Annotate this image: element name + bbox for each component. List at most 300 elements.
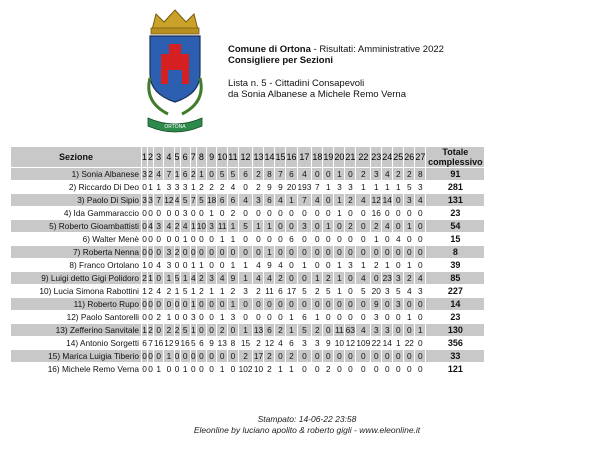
votes-cell: 0 (164, 363, 173, 375)
votes-cell: 2 (404, 168, 414, 180)
votes-cell: 0 (197, 350, 206, 362)
votes-cell: 0 (404, 298, 414, 310)
votes-cell: 4 (253, 259, 263, 271)
table-row (11, 350, 484, 362)
votes-cell: 0 (142, 221, 147, 231)
votes-cell: 0 (142, 299, 147, 309)
votes-cell: 0 (356, 220, 370, 232)
votes-cell: 0 (371, 272, 381, 284)
votes-cell: 0 (382, 363, 392, 375)
votes-cell: 3 (382, 285, 392, 297)
votes-cell: 1 (312, 311, 322, 323)
votes-cell: 5 (217, 168, 227, 180)
votes-cell: 1 (298, 259, 312, 271)
votes-cell: 0 (323, 194, 333, 206)
column-header-section: 24 (382, 147, 392, 167)
votes-cell: 9 (174, 338, 180, 348)
votes-cell: 0 (345, 233, 355, 245)
votes-cell: 0 (415, 220, 425, 232)
votes-cell: 17 (286, 286, 297, 296)
votes-cell: 0 (190, 364, 196, 374)
votes-cell: 0 (190, 234, 196, 244)
votes-cell: 0 (393, 311, 403, 323)
votes-cell: 0 (207, 246, 216, 258)
votes-cell: 6 (286, 233, 296, 245)
election-name: Amministrative 2022 (357, 44, 444, 55)
total-votes-cell: 130 (426, 324, 484, 336)
votes-cell: 1 (174, 169, 180, 179)
votes-cell: 0 (148, 364, 153, 374)
votes-cell: 0 (207, 311, 216, 323)
votes-cell: 0 (415, 207, 425, 219)
table-row (11, 220, 484, 232)
votes-cell: 0 (154, 246, 163, 258)
votes-cell: 3 (298, 337, 312, 349)
votes-cell: 2 (253, 337, 263, 349)
votes-cell: 0 (142, 182, 147, 192)
votes-cell: 0 (239, 246, 253, 258)
votes-cell: 0 (181, 311, 190, 323)
votes-cell: 0 (286, 272, 296, 284)
total-votes-cell: 15 (426, 233, 484, 245)
column-header-section: 5 (175, 147, 180, 167)
column-header-section: 26 (404, 147, 414, 167)
votes-cell: 2 (148, 169, 153, 179)
votes-cell: 5 (174, 273, 180, 283)
candidate-name: 15) Marica Luigia Tiberio (11, 350, 141, 362)
total-votes-cell: 33 (426, 350, 484, 362)
votes-cell: 0 (253, 233, 263, 245)
votes-cell: 2 (217, 181, 227, 193)
votes-cell: 2 (154, 311, 163, 323)
total-votes-cell: 8 (426, 246, 484, 258)
table-row (11, 298, 484, 310)
votes-cell: 0 (181, 246, 190, 258)
votes-cell: 2 (164, 285, 173, 297)
votes-cell: 0 (323, 350, 333, 362)
votes-cell: 1 (393, 181, 403, 193)
candidate-name: 14) Antonio Sorgetti (11, 337, 141, 349)
votes-cell: 1 (142, 325, 147, 335)
votes-cell: 4 (275, 337, 285, 349)
votes-cell: 4 (253, 272, 263, 284)
votes-cell: 0 (217, 298, 227, 310)
votes-cell: 0 (382, 233, 392, 245)
candidate-name: 7) Roberta Nenna (11, 246, 141, 258)
credits-line: Eleonline by luciano apolito & roberto gigli - www.eleonline.it (193, 425, 421, 435)
votes-cell: 0 (334, 298, 344, 310)
votes-cell: 0 (148, 312, 153, 322)
votes-cell: 1 (371, 233, 381, 245)
votes-cell: 12 (371, 195, 381, 205)
votes-cell: 4 (154, 168, 163, 180)
votes-cell: 0 (415, 233, 425, 245)
column-header-section: 22 (356, 147, 370, 167)
votes-cell: 0 (264, 207, 274, 219)
votes-cell: 20 (371, 286, 381, 296)
votes-cell: 1 (404, 259, 414, 271)
total-votes-cell: 14 (426, 298, 484, 310)
votes-cell: 5 (393, 285, 403, 297)
votes-cell: 1 (356, 181, 370, 193)
votes-cell: 0 (298, 246, 312, 258)
votes-cell: 4 (181, 220, 190, 232)
votes-cell: 0 (382, 207, 392, 219)
votes-cell: 1 (190, 325, 196, 335)
votes-cell: 0 (239, 181, 253, 193)
votes-cell: 0 (393, 363, 403, 375)
stamp-date: 14-06-22 23:58 (298, 414, 357, 424)
column-header-section: 6 (181, 147, 190, 167)
votes-cell: 0 (197, 324, 206, 336)
votes-cell: 7 (298, 194, 312, 206)
votes-cell: 0 (174, 208, 180, 218)
votes-cell: 2 (264, 350, 274, 362)
votes-cell: 0 (148, 260, 153, 270)
votes-cell: 7 (275, 168, 285, 180)
results-table (10, 146, 485, 376)
votes-cell: 2 (197, 285, 206, 297)
votes-cell: 0 (382, 298, 392, 310)
votes-cell: 1 (239, 324, 253, 336)
votes-cell: 0 (228, 246, 237, 258)
column-header-section: 25 (393, 147, 403, 167)
votes-cell: 16 (154, 338, 164, 348)
votes-cell: 1 (334, 285, 344, 297)
votes-cell: 0 (253, 311, 263, 323)
votes-cell: 0 (345, 168, 355, 180)
votes-cell: 0 (356, 311, 370, 323)
votes-cell: 0 (142, 312, 147, 322)
votes-cell: 3 (228, 311, 237, 323)
votes-cell: 2 (253, 168, 263, 180)
votes-cell: 0 (217, 207, 227, 219)
municipality-name: Comune di Ortona (228, 44, 311, 55)
votes-cell: 2 (371, 220, 381, 232)
column-header-section: 2 (148, 147, 153, 167)
votes-cell: 1 (286, 324, 296, 336)
votes-cell: 4 (164, 220, 173, 232)
votes-cell: 3 (181, 207, 190, 219)
votes-cell: 0 (323, 311, 333, 323)
votes-cell: 2 (323, 363, 333, 375)
votes-cell: 1 (142, 260, 147, 270)
votes-cell: 0 (393, 220, 403, 232)
votes-cell: 1 (286, 363, 296, 375)
votes-cell: 3 (190, 312, 196, 322)
votes-cell: 6 (239, 168, 253, 180)
votes-cell: 0 (334, 311, 344, 323)
table-row (11, 207, 484, 219)
votes-cell: 0 (154, 350, 163, 362)
votes-cell: 1 (382, 259, 392, 271)
total-header-line: complessivo (428, 157, 483, 167)
column-header-section: 13 (253, 147, 263, 167)
votes-cell: 0 (253, 298, 263, 310)
votes-cell: 0 (334, 220, 344, 232)
votes-cell: 3 (253, 194, 263, 206)
votes-cell: 22 (404, 338, 414, 348)
votes-cell: 1 (181, 272, 190, 284)
results-separator: - Risultati: (310, 44, 358, 55)
votes-cell: 0 (323, 259, 333, 271)
votes-cell: 3 (164, 259, 173, 271)
column-header-section: 8 (197, 147, 206, 167)
votes-cell: 9 (371, 298, 381, 310)
votes-cell: 0 (345, 298, 355, 310)
votes-cell: 0 (371, 363, 381, 375)
votes-cell: 6 (197, 337, 206, 349)
column-header-section: 9 (207, 147, 216, 167)
votes-cell: 6 (286, 168, 296, 180)
votes-cell: 4 (298, 168, 312, 180)
votes-cell: 0 (286, 298, 296, 310)
votes-cell: 9 (207, 337, 216, 349)
votes-cell: 0 (312, 350, 322, 362)
table-row (11, 363, 484, 375)
votes-cell: 0 (323, 168, 333, 180)
votes-cell: 3 (312, 337, 322, 349)
votes-cell: 13 (253, 325, 264, 335)
votes-cell: 193 (297, 182, 312, 192)
column-header-section: 1 (142, 147, 147, 167)
votes-cell: 0 (312, 363, 322, 375)
votes-cell: 2 (253, 181, 263, 193)
votes-cell: 4 (217, 272, 227, 284)
votes-cell: 18 (207, 195, 217, 205)
votes-cell: 2 (253, 285, 263, 297)
votes-cell: 0 (148, 234, 153, 244)
votes-cell: 1 (382, 181, 392, 193)
votes-cell: 2 (345, 194, 355, 206)
title-line (228, 44, 444, 55)
votes-cell: 2 (148, 325, 153, 335)
votes-cell: 0 (312, 207, 322, 219)
votes-cell: 1 (190, 260, 196, 270)
votes-cell: 10 (196, 221, 206, 231)
candidate-name: 11) Roberto Rupo (11, 298, 141, 310)
votes-cell: 1 (217, 363, 227, 375)
votes-cell: 3 (415, 181, 425, 193)
votes-cell: 0 (345, 246, 355, 258)
total-votes-cell: 121 (426, 363, 484, 375)
votes-cell: 0 (312, 259, 322, 271)
votes-cell: 0 (217, 259, 227, 271)
votes-cell: 0 (323, 207, 333, 219)
votes-cell: 1 (207, 207, 216, 219)
votes-cell: 4 (356, 324, 370, 336)
votes-cell: 1 (415, 324, 425, 336)
votes-cell: 0 (228, 350, 237, 362)
votes-cell: 4 (404, 285, 414, 297)
votes-cell: 5 (181, 324, 190, 336)
votes-cell: 6 (181, 168, 190, 180)
table-row (11, 194, 484, 206)
votes-cell: 0 (298, 350, 312, 362)
votes-cell: 0 (275, 233, 285, 245)
votes-cell: 3 (404, 194, 414, 206)
page-subtitle: Consigliere per Sezioni (228, 55, 334, 66)
votes-cell: 0 (393, 259, 403, 271)
votes-cell: 0 (142, 234, 147, 244)
column-header-section: 19 (323, 147, 333, 167)
votes-cell: 0 (415, 350, 425, 362)
votes-cell: 0 (404, 233, 414, 245)
votes-cell: 7 (312, 181, 322, 193)
votes-cell: 0 (323, 298, 333, 310)
votes-cell: 0 (264, 298, 274, 310)
votes-cell: 12 (345, 338, 356, 348)
votes-cell: 0 (404, 350, 414, 362)
votes-cell: 6 (275, 285, 285, 297)
votes-cell: 0 (142, 364, 147, 374)
votes-cell: 6 (228, 194, 237, 206)
votes-cell: 0 (228, 363, 237, 375)
votes-cell: 0 (298, 233, 312, 245)
votes-cell: 9 (323, 337, 333, 349)
column-header-total (426, 147, 484, 167)
votes-cell: 0 (154, 324, 163, 336)
votes-cell: 2 (356, 168, 370, 180)
votes-cell: 14 (382, 338, 392, 348)
votes-cell: 2 (174, 221, 180, 231)
votes-cell: 3 (174, 182, 180, 192)
votes-cell: 1 (393, 337, 403, 349)
votes-cell: 2 (239, 350, 253, 362)
total-votes-cell: 85 (426, 272, 484, 284)
votes-cell: 2 (148, 286, 153, 296)
votes-cell: 7 (164, 168, 173, 180)
votes-cell: 0 (253, 207, 263, 219)
votes-cell: 1 (174, 286, 180, 296)
votes-cell: 0 (334, 233, 344, 245)
votes-cell: 0 (207, 324, 216, 336)
column-header-section: 14 (264, 147, 274, 167)
votes-cell: 1 (181, 363, 190, 375)
candidate-name: 13) Zefferino Sanvitale (11, 324, 141, 336)
votes-cell: 0 (174, 234, 180, 244)
votes-cell: 1 (404, 220, 414, 232)
votes-cell: 2 (275, 324, 285, 336)
votes-cell: 2 (371, 259, 381, 271)
votes-cell: 20 (286, 182, 297, 192)
votes-cell: 0 (286, 207, 296, 219)
votes-cell: 0 (197, 363, 206, 375)
votes-cell: 7 (154, 194, 163, 206)
votes-cell: 3 (239, 285, 253, 297)
votes-cell: 3 (382, 324, 392, 336)
votes-cell: 0 (181, 259, 190, 271)
votes-cell: 2 (264, 363, 274, 375)
table-row (11, 311, 484, 323)
votes-cell: 1 (253, 220, 263, 232)
ortona-coat-of-arms (138, 8, 212, 138)
votes-cell: 1 (228, 259, 237, 271)
votes-cell: 0 (197, 311, 206, 323)
votes-cell: 0 (148, 208, 153, 218)
table-row (11, 168, 484, 180)
votes-cell: 1 (190, 182, 196, 192)
votes-cell: 0 (356, 246, 370, 258)
votes-cell: 0 (356, 350, 370, 362)
votes-cell: 2 (217, 324, 227, 336)
votes-cell: 0 (312, 233, 322, 245)
votes-cell: 0 (298, 207, 312, 219)
votes-cell: 0 (148, 299, 153, 309)
votes-cell: 22 (371, 338, 381, 348)
votes-cell: 2 (323, 272, 333, 284)
votes-cell: 3 (371, 168, 381, 180)
votes-cell: 0 (275, 220, 285, 232)
votes-cell: 0 (174, 312, 180, 322)
votes-cell: 2 (404, 272, 414, 284)
votes-cell: 2 (164, 324, 173, 336)
votes-cell: 12 (164, 338, 174, 348)
election-info (228, 44, 444, 100)
votes-cell: 3 (298, 220, 312, 232)
votes-cell: 17 (253, 351, 264, 361)
votes-cell: 3 (334, 181, 344, 193)
votes-cell: 5 (356, 285, 370, 297)
votes-cell: 5 (323, 285, 333, 297)
table-row (11, 272, 484, 284)
votes-cell: 0 (356, 363, 370, 375)
votes-cell: 1 (264, 220, 274, 232)
votes-cell: 0 (415, 311, 425, 323)
column-header-section: 20 (334, 147, 344, 167)
votes-cell: 0 (312, 168, 322, 180)
votes-cell: 5 (197, 194, 206, 206)
table-row (11, 246, 484, 258)
votes-cell: 0 (345, 207, 355, 219)
votes-cell: 6 (217, 194, 227, 206)
total-votes-cell: 23 (426, 207, 484, 219)
votes-cell: 3 (148, 195, 153, 205)
votes-cell: 4 (264, 272, 274, 284)
votes-cell: 0 (275, 311, 285, 323)
votes-cell: 16 (371, 208, 381, 218)
votes-cell: 3 (207, 220, 216, 232)
votes-cell: 0 (217, 350, 227, 362)
votes-cell: 0 (197, 298, 206, 310)
votes-cell: 10 (253, 364, 264, 374)
page-footer (0, 414, 614, 436)
votes-cell: 11 (217, 221, 227, 231)
votes-cell: 0 (197, 207, 206, 219)
votes-cell: 1 (164, 311, 173, 323)
total-header-line: Totale (442, 147, 469, 157)
votes-cell: 0 (312, 298, 322, 310)
candidate-name: 8) Franco Ortolano (11, 259, 141, 271)
votes-cell: 2 (190, 169, 196, 179)
crest-ribbon-text: ORTONA (164, 124, 186, 130)
print-stamp (0, 414, 614, 425)
votes-cell: 5 (190, 338, 196, 348)
votes-cell: 14 (382, 195, 392, 205)
votes-cell: 0 (275, 350, 285, 362)
votes-cell: 102 (238, 364, 253, 374)
votes-cell: 3 (164, 181, 173, 193)
candidate-name: 3) Paolo Di Sipio (11, 194, 141, 206)
votes-cell: 63 (345, 325, 356, 335)
candidate-name: 12) Paolo Santorelli (11, 311, 141, 323)
votes-cell: 0 (207, 363, 216, 375)
table-row (11, 324, 484, 336)
votes-cell: 0 (181, 298, 190, 310)
votes-cell: 0 (393, 246, 403, 258)
votes-cell: 10 (334, 338, 344, 348)
votes-cell: 0 (371, 246, 381, 258)
